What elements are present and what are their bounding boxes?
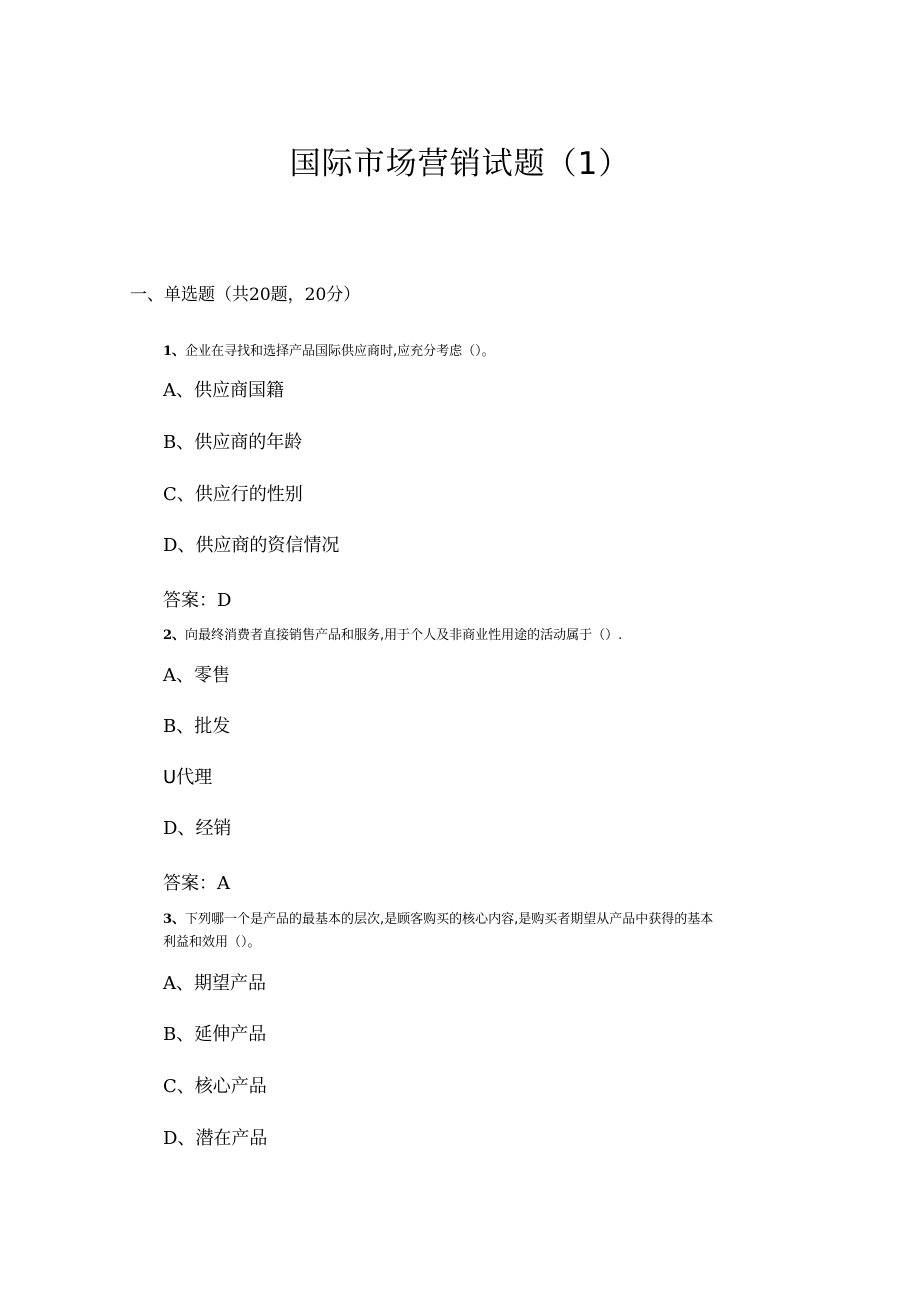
answer-value: D	[217, 590, 232, 611]
option-text: 供应行的性别	[194, 484, 303, 505]
answer-label: 答案：	[163, 590, 217, 611]
question-3-option-a	[163, 970, 266, 998]
option-letter: A、	[163, 665, 194, 686]
question-3-option-b	[163, 1021, 266, 1049]
option-letter: B、	[163, 716, 195, 737]
option-text: 供应商的年龄	[194, 432, 303, 453]
option-letter: B、	[163, 432, 195, 453]
option-text: 经销	[195, 818, 232, 839]
question-2-option-b	[163, 713, 230, 741]
option-letter: B、	[163, 1024, 195, 1045]
question-3-option-d	[163, 1125, 267, 1153]
question-3-option-c	[163, 1073, 267, 1101]
question-2-option-c	[163, 764, 212, 792]
option-letter: A、	[163, 973, 194, 994]
option-text: 供应商的资信情况	[195, 535, 340, 556]
page-title: 国际市场营销试题（1）	[289, 146, 631, 182]
option-letter: C、	[163, 484, 195, 505]
question-2-stem	[163, 625, 622, 647]
question-3-stem-continued	[163, 932, 261, 954]
option-letter: U	[163, 767, 177, 788]
question-2-option-a	[163, 662, 230, 690]
question-text-line-1: 下列哪一个是产品的最基本的层次,是顾客购买的核心内容,是购买者期望从产品中获得的基本	[185, 912, 714, 927]
question-number: 3、	[163, 912, 186, 927]
option-text: 零售	[194, 665, 230, 686]
question-text: 企业在寻找和选择产品国际供应商时,应充分考虑（）。	[185, 344, 495, 359]
question-number: 1、	[163, 344, 186, 359]
option-letter: D、	[163, 535, 196, 556]
option-text: 代理	[176, 767, 213, 788]
question-2-option-d	[163, 815, 231, 843]
option-text: 供应商国籍	[194, 380, 284, 401]
option-letter: A、	[163, 380, 194, 401]
question-number: 2、	[163, 628, 186, 643]
question-text: 向最终消费者直接销售产品和服务,用于个人及非商业性用途的活动属于（）.	[185, 628, 623, 643]
question-1-option-d	[163, 532, 339, 560]
option-letter: D、	[163, 818, 196, 839]
answer-value: A	[217, 873, 230, 894]
question-1-stem	[163, 341, 495, 363]
question-text-line-2: 利益和效用（）。	[163, 935, 261, 950]
option-text: 期望产品	[194, 973, 266, 994]
option-letter: D、	[163, 1128, 196, 1149]
section-heading: 一、单选题（共20题，20分）	[130, 285, 361, 305]
answer-label: 答案：	[163, 873, 217, 894]
question-3-stem	[163, 909, 713, 931]
option-letter: C、	[163, 1076, 195, 1097]
question-2-answer	[163, 870, 230, 898]
question-1-option-c	[163, 481, 303, 509]
option-text: 潜在产品	[195, 1128, 268, 1149]
question-1-option-b	[163, 429, 302, 457]
option-text: 核心产品	[194, 1076, 267, 1097]
question-1-answer	[163, 587, 231, 615]
option-text: 延伸产品	[194, 1024, 267, 1045]
question-1-option-a	[163, 377, 284, 405]
option-text: 批发	[194, 716, 231, 737]
